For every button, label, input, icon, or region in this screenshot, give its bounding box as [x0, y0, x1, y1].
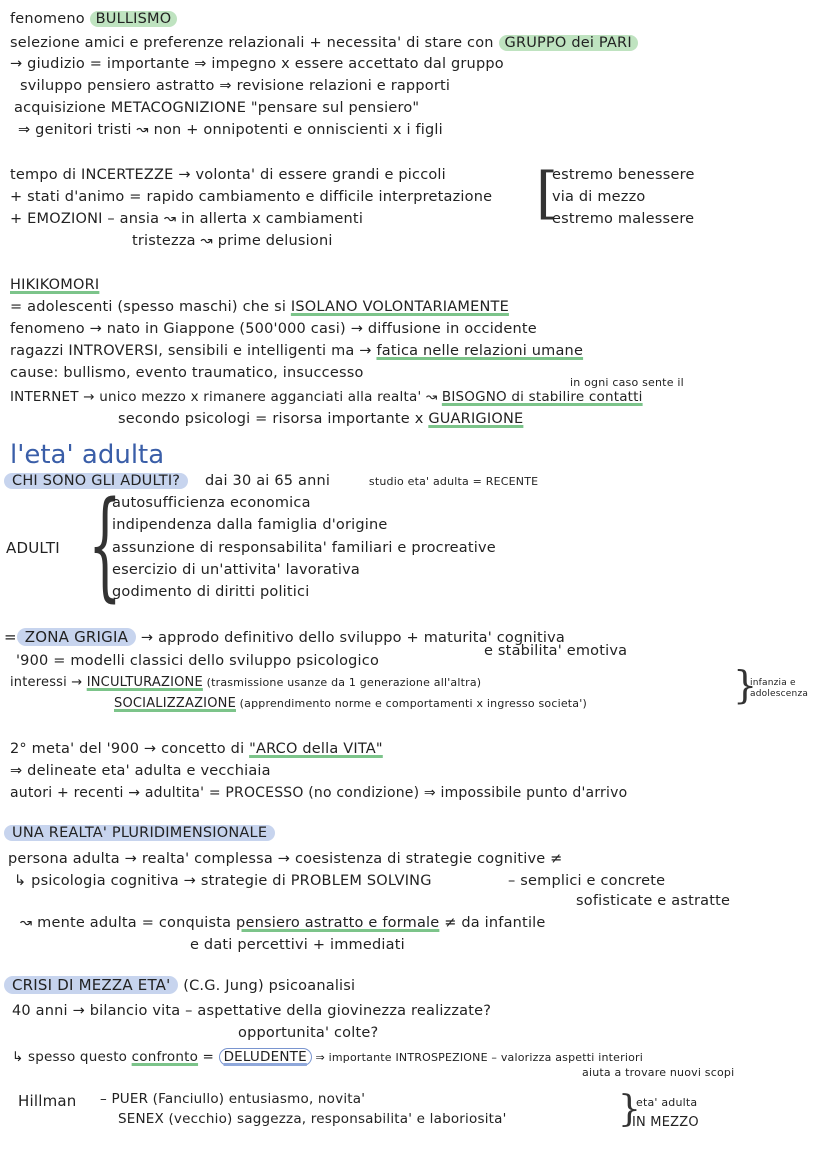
arco-line-1: [10, 740, 383, 758]
text: ⇒ importante INTROSPEZIONE – valorizza aspetti interiori: [311, 1051, 644, 1064]
bullismo-line-3: → giudizio = importante ⇒ impegno x essere accettato dal gruppo: [10, 56, 504, 72]
bullismo-line-6: ⇒ genitori tristi ↝ non + onnipotenti e onniscienti x i figli: [18, 122, 443, 138]
crisi-line-1: 40 anni → bilancio vita – aspettative della giovinezza realizzate?: [12, 1003, 492, 1019]
pluri-line-2b: sofisticate e astratte: [576, 893, 731, 909]
confronto-underline: confronto: [131, 1049, 199, 1065]
text: selezione amici e preferenze relazionali + necessita' di stare con: [10, 35, 499, 51]
options-brace: [: [536, 161, 558, 226]
zona-grigia-line-1: = ZONA GRIGIA → approdo definitivo dello sviluppo + maturita' cognitiva: [4, 628, 565, 646]
chi-sono-highlight: CHI SONO GLI ADULTI?: [4, 473, 188, 489]
arco-underline: "ARCO della VITA": [249, 741, 383, 757]
text: (trasmissione usanze da 1 generazione all'altra): [202, 676, 482, 689]
hikikomori-title-text: HIKIKOMORI: [10, 277, 100, 293]
guarigione-underline: GUARIGIONE: [428, 411, 524, 427]
gruppo-pari-highlight: GRUPPO dei PARI: [499, 35, 638, 51]
adulti-item-2: indipendenza dalla famiglia d'origine: [112, 517, 388, 533]
crisi-line-1b: opportunita' colte?: [238, 1025, 379, 1041]
pluri-line-4: e dati percettivi + immediati: [190, 937, 405, 953]
text: interessi →: [10, 675, 87, 690]
bullismo-line-4: sviluppo pensiero astratto ⇒ revisione relazioni e rapporti: [20, 78, 451, 94]
zona-grigia-highlight: ZONA GRIGIA: [17, 628, 136, 646]
zona-grigia-line-4: [114, 695, 587, 713]
crisi-line-2: [12, 1048, 643, 1067]
text: fenomeno: [10, 11, 90, 27]
deludente-circle: DELUDENTE: [219, 1048, 312, 1066]
adulti-item-5: godimento di diritti politici: [112, 584, 310, 600]
adulti-brace: {: [88, 475, 122, 613]
zona-grigia-line-1b: e stabilita' emotiva: [484, 643, 628, 659]
zona-grigia-line-3: [10, 674, 481, 692]
crisi-highlight: CRISI DI MEZZA ETA': [4, 976, 178, 994]
pluri-line-3: [20, 914, 546, 932]
hikikomori-line-6: [118, 410, 523, 428]
senex-line: SENEX (vecchio) saggezza, responsabilita' e laboriosita': [118, 1111, 507, 1127]
hikikomori-line-5: [10, 388, 643, 406]
arco-line-2: ⇒ delineate eta' adulta e vecchiaia: [10, 763, 271, 779]
hillman-side-brace: }: [618, 1089, 641, 1130]
hikikomori-above-note: in ogni caso sente il: [570, 376, 684, 389]
pluri-highlight: UNA REALTA' PLURIDIMENSIONALE: [4, 825, 275, 841]
option-1: estremo benessere: [552, 167, 695, 183]
isolano-underline: ISOLANO VOLONTARIAMENTE: [290, 299, 509, 315]
bullismo-highlight: BULLISMO: [90, 11, 178, 27]
text: ↳ spesso questo: [12, 1049, 132, 1065]
hikikomori-line-1: [10, 298, 509, 316]
crisi-line-2b: aiuta a trovare nuovi scopi: [582, 1066, 735, 1079]
text: =: [198, 1049, 219, 1065]
fatica-underline: fatica nelle relazioni umane: [376, 343, 584, 359]
zona-grigia-line-2: '900 = modelli classici dello sviluppo psicologico: [16, 653, 380, 669]
pensiero-underline: pensiero astratto e formale: [236, 915, 440, 931]
pluri-line-2a: – semplici e concrete: [508, 873, 666, 889]
zona-side-note: infanzia e adolescenza: [750, 678, 809, 699]
text: ragazzi INTROVERSI, sensibili e intelligenti ma →: [10, 343, 377, 359]
hikikomori-line-3: [10, 342, 583, 360]
hikikomori-line-2: fenomeno → nato in Giappone (500'000 casi) → diffusione in occidente: [10, 321, 537, 337]
adulti-label: ADULTI: [6, 539, 60, 557]
adulti-item-1: autosufficienza economica: [112, 495, 311, 511]
adulti-item-4: esercizio di un'attivita' lavorativa: [112, 562, 361, 578]
incertezze-line-3: + EMOZIONI – ansia ↝ in allerta x cambiamenti: [10, 211, 364, 227]
zona-side-brace: }: [733, 663, 758, 707]
text: = adolescenti (spesso maschi) che si: [10, 299, 291, 315]
text: ≠ da infantile: [439, 915, 546, 931]
text: (apprendimento norme e comportamenti x ingresso societa'): [235, 697, 587, 710]
text: INTERNET → unico mezzo x rimanere agganciati alla realta' ↝: [10, 389, 442, 405]
option-2: via di mezzo: [552, 189, 646, 205]
bullismo-line-5: acquisizione METACOGNIZIONE "pensare sul pensiero": [14, 100, 420, 116]
pluri-title: [4, 824, 275, 842]
text: → approdo definitivo dello sviluppo + maturita' cognitiva: [140, 630, 565, 646]
incertezze-line-2: + stati d'animo = rapido cambiamento e difficile interpretazione: [10, 189, 493, 205]
hillman-side-1: eta' adulta: [636, 1096, 698, 1109]
studio-recente: studio eta' adulta = RECENTE: [368, 475, 539, 488]
crisi-title-line: [4, 976, 355, 995]
pluri-line-1: persona adulta → realta' complessa → coesistenza di strategie cognitive ≠: [8, 851, 563, 867]
hikikomori-title: [10, 276, 99, 294]
bisogno-underline: BISOGNO di stabilire contatti: [441, 389, 643, 405]
text: secondo psicologi = risorsa importante x: [118, 411, 429, 427]
incertezze-line-4: tristezza ↝ prime delusioni: [132, 233, 333, 249]
socializzazione-underline: SOCIALIZZAZIONE: [114, 696, 236, 711]
bullismo-line-1: [10, 10, 177, 28]
bullismo-line-2: [10, 34, 638, 52]
text: 2° meta' del '900 → concetto di: [10, 741, 250, 757]
adulti-item-3: assunzione di responsabilita' familiari e procreative: [112, 540, 496, 556]
incertezze-line-1: tempo di INCERTEZZE → volonta' di essere grandi e piccoli: [10, 167, 446, 183]
hillman-label: Hillman: [18, 1092, 77, 1110]
option-3: estremo malessere: [552, 211, 695, 227]
inculturazione-underline: INCULTURAZIONE: [86, 675, 203, 690]
hikikomori-line-4: cause: bullismo, evento traumatico, insuccesso: [10, 365, 364, 381]
hillman-side-2: IN MEZZO: [632, 1115, 699, 1130]
adulti-question-line: [4, 472, 538, 491]
section-title-eta-adulta: l'eta' adulta: [10, 440, 165, 470]
puer-line: – PUER (Fanciullo) entusiasmo, novita': [100, 1091, 366, 1107]
pluri-line-2: ↳ psicologia cognitiva → strategie di PROBLEM SOLVING: [14, 873, 432, 889]
age-range: dai 30 ai 65 anni: [205, 473, 331, 489]
arco-line-3: autori + recenti → adultita' = PROCESSO (no condizione) ⇒ impossibile punto d'arrivo: [10, 785, 628, 801]
text: ↝ mente adulta = conquista: [20, 915, 237, 931]
text: (C.G. Jung) psicoanalisi: [183, 978, 356, 994]
